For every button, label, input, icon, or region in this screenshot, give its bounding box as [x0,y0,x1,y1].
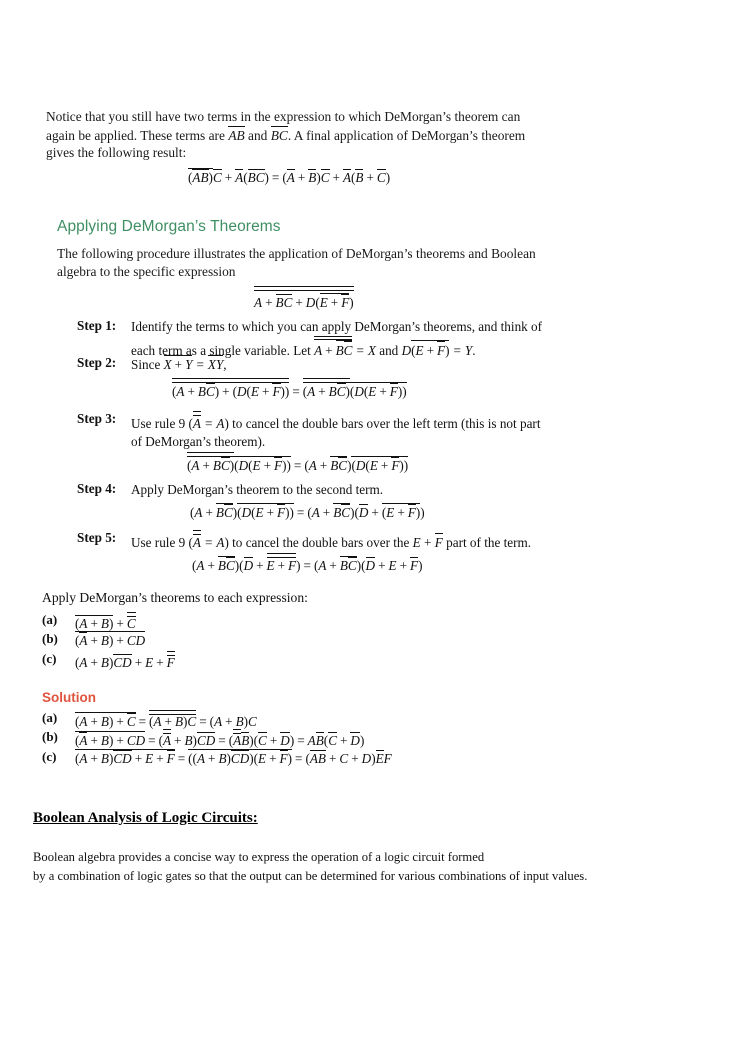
solution-item-c-label: (c) [42,749,57,764]
intro-line-3: gives the following result: [46,145,187,161]
intro-line-2-post: . A final application of DeMorgan’s theorem [287,127,526,143]
step-1-label: Step 1: [77,318,117,333]
step-3-line-2: of DeMorgan’s theorem). [131,433,266,449]
section-intro-line-2: algebra to the specific expression [57,263,236,279]
exercise-item-b-expression: (A + B) + CD [75,633,146,648]
section-intro-paragraph [57,245,617,280]
step-4-text [131,481,601,499]
exercise-item-c-expression: (A + B)CD + E + F [75,651,175,671]
solution-item-c-expression: (A + B)CD + E + F = ((A + B)CD)(E + F) = (AB + C + D)EF [75,751,392,766]
section-heading-applying-demorgans: Applying DeMorgan’s Theorems [57,218,281,235]
step-5-text [131,530,621,552]
step-5-line-1-rendered: Use rule 9 (A = A) to cancel the double bars over the E + F part of the term. [131,535,531,550]
exercise-item-b-label: (b) [42,631,58,646]
exercise-item-a-expression: (A + B) + C [75,612,136,632]
step-4-line-1: Apply DeMorgan’s theorem to the second term. [131,482,384,497]
step-1-line-2-rendered: each term as a single variable. Let A + BC = X and D(E + F) = Y. [131,343,476,358]
intro-term-ab: AB [228,127,245,143]
solution-item-b-label: (b) [42,729,58,744]
target-expression: A + BC + D(E + F) [254,286,354,311]
intro-term-bc: BC [270,127,288,143]
section-intro-line-1: The following procedure illustrates the application of DeMorgan’s theorems and Boolean [57,246,536,261]
step-3-label: Step 3: [77,411,117,426]
step-2-text [131,355,601,374]
step-3-text [131,411,611,450]
intro-line-1: Notice that you still have two terms in the expression to which DeMorgan’s theorem can [46,109,521,124]
intro-line-2-pre: again be applied. These terms are [46,127,229,143]
step-1-text [131,318,601,359]
solution-item-a-label: (a) [42,710,58,725]
solution-item-b-expression: (A + B) + CD = (A + B)CD = (AB)(C + D) = AB(C + D) [75,729,364,749]
solution-heading: Solution [42,690,96,705]
exercise-prompt: Apply DeMorgan’s theorems to each expression: [42,590,308,605]
bottom-paragraph-line-1: Boolean algebra provides a concise way to express the operation of a logic circuit formed [33,850,485,864]
step-2-equation: (A + BC) + (D(E + F)) = (A + BC)(D(E + F)) [172,378,407,400]
bottom-paragraph-line-2: by a combination of logic gates so that the output can be determined for various combinations of input values. [33,869,588,883]
solution-item-a-expression: (A + B) + C = (A + B)C = (A + B)C [75,710,257,730]
step-4-label: Step 4: [77,481,117,496]
bottom-section-heading: Boolean Analysis of Logic Circuits: [33,810,258,826]
intro-line-2-mid: and [244,127,271,143]
intro-paragraph [46,108,616,162]
step-2-line-1-rendered: Since X + Y = XY, [131,357,227,372]
step-3-equation: (A + BC)(D(E + F)) = (A + BC)(D(E + F)) [187,452,408,474]
step-5-equation: (A + BC)(D + E + F) = (A + BC)(D + E + F) [192,553,422,574]
step-2-label: Step 2: [77,355,117,370]
step-4-equation: (A + BC)(D(E + F)) = (A + BC)(D + (E + F)) [190,505,425,520]
step-3-line-1-rendered: Use rule 9 (A = A) to cancel the double bars over the left term (this is not part [131,416,540,431]
exercise-item-a-label: (a) [42,612,58,627]
step-5-label: Step 5: [77,530,117,545]
bottom-section-paragraph [33,848,673,886]
step-1-line-1: Identify the terms to which you can apply DeMorgan’s theorems, and think of [131,319,543,334]
exercise-item-c-label: (c) [42,651,57,666]
intro-equation: (AB)C + A(BC) = (A + B)C + A(B + C) [188,170,391,185]
